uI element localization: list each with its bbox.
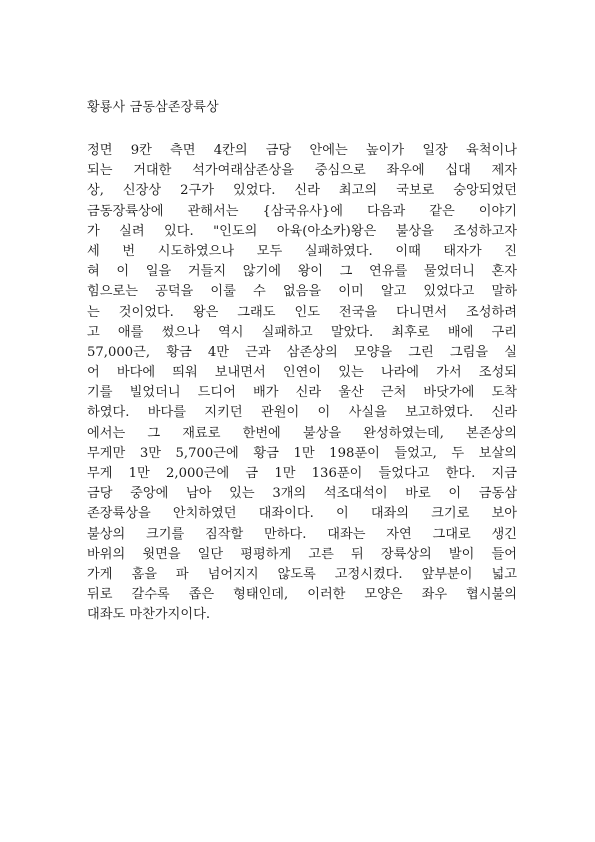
body-line: 57,000근, 황금 4만 근과 삼존상의 모양을 그린 그림을 실 bbox=[87, 344, 517, 360]
body-line: 존장륙상을 안치하였던 대좌이다. 이 대좌의 크기로 보아 bbox=[87, 506, 517, 522]
body-line: 가게 홈을 파 넘어지지 않도록 고정시켰다. 앞부분이 넓고 bbox=[87, 566, 517, 582]
body-line: 바위의 윗면을 일단 평평하게 고른 뒤 장륙상의 발이 들어 bbox=[87, 546, 517, 562]
body-line: 불상의 크기를 짐작할 만하다. 대좌는 자연 그대로 생긴 bbox=[87, 526, 517, 542]
document-body bbox=[87, 141, 517, 626]
body-line: 상, 신장상 2구가 있었다. 신라 최고의 국보로 숭앙되었던 bbox=[87, 183, 517, 199]
body-line: 혀 이 일을 거들지 않기에 왕이 그 연유를 물었더니 혼자 bbox=[87, 264, 517, 280]
body-line: 힘으로는 공덕을 이룰 수 없음을 이미 알고 있었다고 말하 bbox=[87, 284, 517, 300]
body-line: 무게 1만 2,000근에 금 1만 136푼이 들었다고 한다. 지금 bbox=[87, 466, 517, 481]
document-title: 황룡사 금동삼존장륙상 bbox=[87, 100, 219, 115]
body-line: 가 실려 있다. "인도의 아육(아소카)왕은 불상을 조성하고자 bbox=[87, 223, 517, 239]
body-line: 에서는 그 재료로 한번에 불상을 완성하였는데, 본존상의 bbox=[87, 425, 517, 441]
body-line: 어 바다에 띄워 보내면서 인연이 있는 나라에 가서 조성되 bbox=[87, 365, 517, 381]
body-line: 하였다. 바다를 지키던 관원이 이 사실을 보고하였다. 신라 bbox=[87, 405, 517, 421]
body-line: 정면 9칸 측면 4칸의 금당 안에는 높이가 일장 육척이나 bbox=[87, 143, 517, 158]
body-line: 고 애를 썼으나 역시 실패하고 말았다. 최후로 배에 구리 bbox=[87, 324, 517, 340]
body-line: 는 것이었다. 왕은 그래도 인도 전국을 다니면서 조성하려 bbox=[87, 304, 517, 320]
body-line: 금당 중앙에 남아 있는 3개의 석조대석이 바로 이 금동삼 bbox=[87, 486, 517, 502]
body-line: 무게만 3만 5,700근에 황금 1만 198푼이 들었고, 두 보살의 bbox=[87, 445, 517, 461]
body-line: 금동장륙상에 관해서는 {삼국유사}에 다음과 같은 이야기 bbox=[87, 203, 517, 219]
body-line: 뒤로 갈수록 좁은 형태인데, 이러한 모양은 좌우 협시불의 bbox=[87, 587, 517, 603]
body-line: 대좌도 마찬가지이다. bbox=[87, 607, 211, 623]
body-line: 되는 거대한 석가여래삼존상을 중심으로 좌우에 십대 제자 bbox=[87, 163, 517, 179]
body-line: 세 번 시도하였으나 모두 실패하였다. 이때 태자가 진 bbox=[87, 243, 517, 259]
body-line: 기를 빌었더니 드디어 배가 신라 울산 근처 바닷가에 도착 bbox=[87, 385, 517, 401]
